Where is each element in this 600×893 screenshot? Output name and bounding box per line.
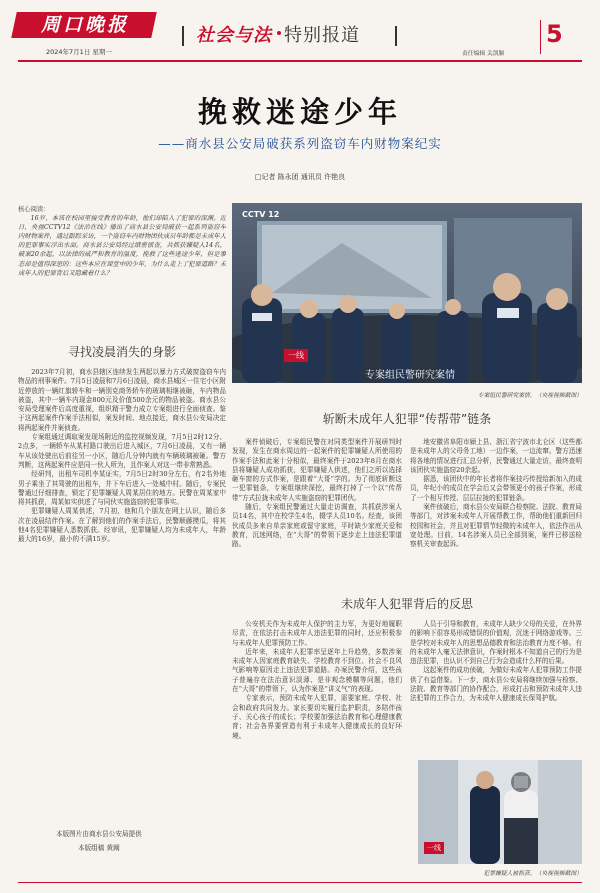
photo-source-credit: 本版图片由商水县公安局提供 xyxy=(56,830,142,838)
paragraph: 近年来，未成年人犯罪率呈逐年上升趋势，多数涉案未成年人因家庭教育缺失、学校教育不到位、社会不良风气影响等原因走上违法犯罪道路。办案民警介绍，这些孩子普遍存在法治意识淡薄、是非观念模糊等问题，他们在“大哥”的带领下，认为作案是“讲义气”的表现。 xyxy=(232,647,402,694)
top-photo-caption: 专案组民警研究案情。（央视视频截图） xyxy=(477,393,582,399)
lead-text: 16岁，本该在校园里接受教育的年龄，他们却陷入了犯罪的深渊。近日，央视CCTV12《法治在线》播出了商水县公安局破获一起系列盗窃车内财物案件，通过跟踪采访，一个盗窃车内财物团伙成员年龄都是未成年人的犯罪事实浮出水面。商水县公安局经过缜密侦查，共抓获嫌疑人14名，破案20余起，以法律的威严和教育的温度，挽救了这些迷途少年，但是事态却是值得深思的：这些本应在课堂中的少年，为什么走上了犯罪道路？未成年人的犯罪背后又隐藏着什么？ xyxy=(18,215,226,277)
article-title: 挽救迷途少年 xyxy=(197,95,402,129)
section1-heading: 寻找凌晨消失的身影 xyxy=(67,345,176,359)
lead-block xyxy=(18,205,226,325)
photo-tag: 一线 xyxy=(284,349,308,362)
paragraph: 公安机关作为未成年人保护的主力军，为更好地履职尽责，在依法打击未成年人违法犯罪的同时，还应积极参与未成年人犯罪预防工作。 xyxy=(232,620,402,647)
paragraph: 案件侦破后，商水县公安局联合检察院、法院、教育局等部门，对涉案未成年人开展帮教工作，帮助他们重新回归校园和社会，并且对犯罪情节轻微的未成年人，依法作出从宽处理。目前，14名涉案人员已全部到案，案件已移送检察机关审查起诉。 xyxy=(410,503,582,549)
paragraph: 2023年7月初，商水县辖区连续发生两起以暴力方式破窗盗窃车内物品的刑事案件。7月5日凌晨和7月6日凌晨，商水县城区一住宅小区附近停放的一辆红旗轿车和一辆别克商务轿车的玻璃相继被砸，车内物品被盗，其中一辆车内现金800元及价值500余元的物品被盗。商水县公安局受理案件后高度重视，组织精干警力成立专案组进行全面侦查。鉴于这两起案件作案手法相似，案发时间、地点接近，商水县公安局决定将两起案件并案侦查。 xyxy=(18,368,226,432)
lead-label: 核心阅读： xyxy=(18,206,50,213)
section-dot xyxy=(277,31,281,35)
paragraph: 专案组通过调取案发现场附近的监控视频发现，7月5日2时12分、2点多，一辆轿车从某村路口驶出后进入城区，7月6日凌晨，又有一辆车从该处驶出后前往另一小区，随后几分钟内就有车辆玻璃被砸。警方判断，这两起案件应是同一伙人所为，且作案人对这一带非常熟悉。 xyxy=(18,433,226,469)
article-byline: □记者 陈永团 通讯员 许艳良 xyxy=(254,173,346,181)
footer-rule xyxy=(18,882,582,883)
header-rule xyxy=(18,60,582,62)
article-subtitle: ——商水县公安局破获系列盗窃车内财物案纪实 xyxy=(158,136,442,151)
bottom-photo-caption: 犯罪嫌疑人被抓获。（央视视频截图） xyxy=(483,871,582,877)
designer-credit: 本版组稿 黄阚 xyxy=(78,844,120,852)
section-title-left: 社会与法 xyxy=(196,25,272,46)
paragraph: 人员于引导和教育，未成年人缺少父母的关爱，在外界的影响下很容易形成错误的价值观，沉迷于网络游戏等。三是学校对未成年人的思想品德教育和法治教育力度不够。有的未成年人毫无法律意识，作案时根本不知道自己的行为是违法犯罪，也认识不到自己行为会造成什么样的后果。 xyxy=(410,620,582,666)
paragraph: 案件侦破后，专案组民警在对同类型案件开展研判时发现，发生在商水周边的一起案件的犯罪嫌疑人所使用的作案手法和此案十分相似，最终案件于2023年8月在商水县将嫌疑人成功抓获，犯罪嫌疑人供述，他们之所以选择砸车窗的方式作案，是跟着“大哥”学的。为了彻底斩断这一犯罪链条，专案组继续深挖，最终打掉了一个以“传帮带”方式拉拢未成年人实施盗窃的犯罪团伙。 xyxy=(232,438,402,502)
photo-tag: 一线 xyxy=(424,842,444,854)
editor-credit: 责任编辑 关凯颖 xyxy=(462,51,505,57)
section2-body-left xyxy=(232,438,402,570)
paragraph: 地安徽省阜阳市颍上县、浙江省宁波市北仑区（这些都是未成年人的父母务工地）一边作案，一边流窜。警方迅速将各地的情况进行汇总分析，民警通过大量走访，最终查明该团伙实施盗窃20余起。 xyxy=(410,438,582,474)
section-divider-mark xyxy=(182,26,184,46)
section3-body-left xyxy=(232,620,402,872)
section-title-right: 特别报道 xyxy=(284,25,360,46)
section-divider-mark-right xyxy=(395,26,397,46)
paragraph: 犯罪嫌疑人周某供述，7月初，他和几个朋友在网上认识，随后多次在凌晨结伴作案。在了解到他们的作案手法后，民警顺藤摸瓜，将其他4名犯罪嫌疑人悉数抓获。经审讯，犯罪嫌疑人均为未成年人，年龄最大的16岁，最小的不满15岁。 xyxy=(18,507,226,544)
photo-police-meeting xyxy=(232,203,582,383)
photo-overlay-subtitle: 专案组民警研究案情 xyxy=(365,370,455,381)
cctv-logo: CCTV 12 xyxy=(242,210,280,219)
paragraph: 随后，专案组民警通过大量走访调查，共抓获涉案人员14名，其中在校学生4名，辍学人员10名。经查，该团伙成员多来自单亲家庭或留守家庭，平时缺少家庭关爱和教育，沉迷网络，在“大哥”的带领下逐步走上违法犯罪道路。 xyxy=(232,503,402,549)
paragraph: 经研判，出租车司机李某证实，7月5日2时30分左右，有2名外地男子乘坐了其驾驶的出租车，并下车后进入一处城中村。随后，专案民警通过仔细排查，锁定了犯罪嫌疑人周某居住的地方。民警在周某家中将其抓获，周某如实供述了与同伙实施盗窃的犯罪事实。 xyxy=(18,470,226,507)
issue-date: 2024年7月1日 星期一 xyxy=(46,48,112,56)
paragraph: 专家表示，预防未成年人犯罪，需要家庭、学校、社会和政府共同发力。家长要切实履行监护职责，多陪伴孩子、关心孩子的成长；学校要加强法治教育和心理健康教育；社会各界要营造有利于未成年人健康成长的良好环境。 xyxy=(232,694,402,740)
paragraph: 这起案件的成功侦破，为做好未成年人犯罪预防工作提供了有益借鉴。下一步，商水县公安局将继续加强与检察、法院、教育等部门的协作配合，形成打击和预防未成年人违法犯罪的工作合力，为未成年人健康成长保驾护航。 xyxy=(410,666,582,703)
photo-suspect-arrest xyxy=(418,760,582,864)
page-number: 5 xyxy=(546,20,563,48)
page-number-divider xyxy=(540,20,541,54)
masthead-name: 周口晚报 xyxy=(40,14,129,36)
section1-body xyxy=(18,368,226,820)
section3-heading: 未成年人犯罪背后的反思 xyxy=(340,597,473,611)
section3-body-right xyxy=(410,620,582,755)
paragraph: 据悉，该团伙中的年长者将作案技巧传授给新加入的成员，年纪小的成员在学会后又会带领更小的孩子作案，形成了一个相互传授、层层拉拢的犯罪链条。 xyxy=(410,475,582,502)
section2-heading: 斩断未成年人犯罪“传帮带”链条 xyxy=(322,412,492,426)
section2-body-right xyxy=(410,438,582,570)
